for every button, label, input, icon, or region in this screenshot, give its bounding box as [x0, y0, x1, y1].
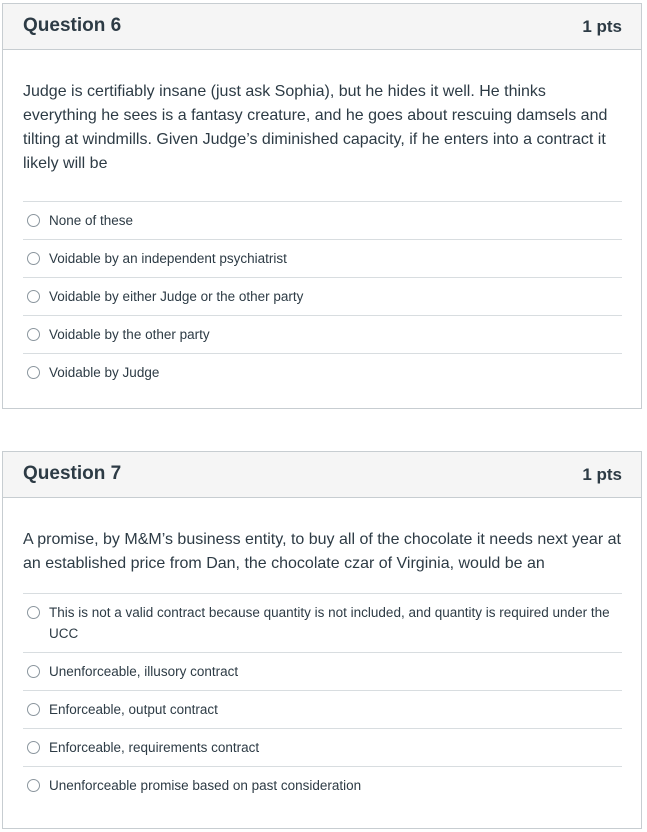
answer-label[interactable]: Voidable by an independent psychiatrist	[49, 251, 287, 266]
question-text: A promise, by M&M’s business entity, to buy all of the chocolate it needs next year at an established price from Dan, the chocolate czar of Virginia, would be an	[23, 531, 621, 572]
answer-option[interactable]	[23, 594, 622, 653]
answer-option[interactable]	[23, 240, 622, 278]
radio-button[interactable]	[27, 703, 40, 716]
answer-option[interactable]	[23, 278, 622, 316]
answer-list	[23, 201, 622, 391]
radio-button[interactable]	[27, 366, 40, 379]
answer-label[interactable]: None of these	[49, 213, 134, 228]
answer-label[interactable]: Enforceable, output contract	[49, 702, 218, 717]
answer-option[interactable]	[23, 202, 622, 240]
question-title: Question 7	[23, 463, 122, 484]
radio-button[interactable]	[27, 328, 40, 341]
radio-button[interactable]	[27, 290, 40, 303]
radio-button[interactable]	[27, 741, 40, 754]
question-header	[3, 452, 641, 498]
question-header	[3, 4, 641, 50]
radio-button[interactable]	[27, 779, 40, 792]
answer-label[interactable]: Voidable by either Judge or the other party	[49, 289, 304, 304]
answer-option[interactable]	[23, 354, 622, 391]
question-7-card	[2, 451, 642, 829]
answer-option[interactable]	[23, 729, 622, 767]
radio-button[interactable]	[27, 606, 40, 619]
answer-list	[23, 593, 622, 804]
answer-label[interactable]: Voidable by the other party	[49, 327, 210, 342]
answer-label[interactable]: Unenforceable, illusory contract	[49, 664, 239, 679]
radio-button[interactable]	[27, 214, 40, 227]
question-points: 1 pts	[582, 17, 622, 36]
answer-label[interactable]: This is not a valid contract because quantity is not included, and quantity is required under the UCC	[49, 605, 610, 641]
question-6-card	[2, 3, 642, 409]
question-text: Judge is certifiably insane (just ask Sophia), but he hides it well. He thinks everything he sees is a fantasy creature, and he goes about rescuing damsels and tilting at windmills. Given Judge’s diminished capacity, if he enters into a contract it likely will be	[23, 83, 608, 172]
answer-option[interactable]	[23, 653, 622, 691]
answer-option[interactable]	[23, 316, 622, 354]
answer-option[interactable]	[23, 767, 622, 804]
answer-label[interactable]: Voidable by Judge	[49, 365, 160, 380]
answer-label[interactable]: Enforceable, requirements contract	[49, 740, 260, 755]
answer-option[interactable]	[23, 691, 622, 729]
question-title: Question 6	[23, 15, 122, 36]
radio-button[interactable]	[27, 665, 40, 678]
answer-label[interactable]: Unenforceable promise based on past consideration	[49, 778, 362, 793]
question-points: 1 pts	[582, 465, 622, 484]
radio-button[interactable]	[27, 252, 40, 265]
